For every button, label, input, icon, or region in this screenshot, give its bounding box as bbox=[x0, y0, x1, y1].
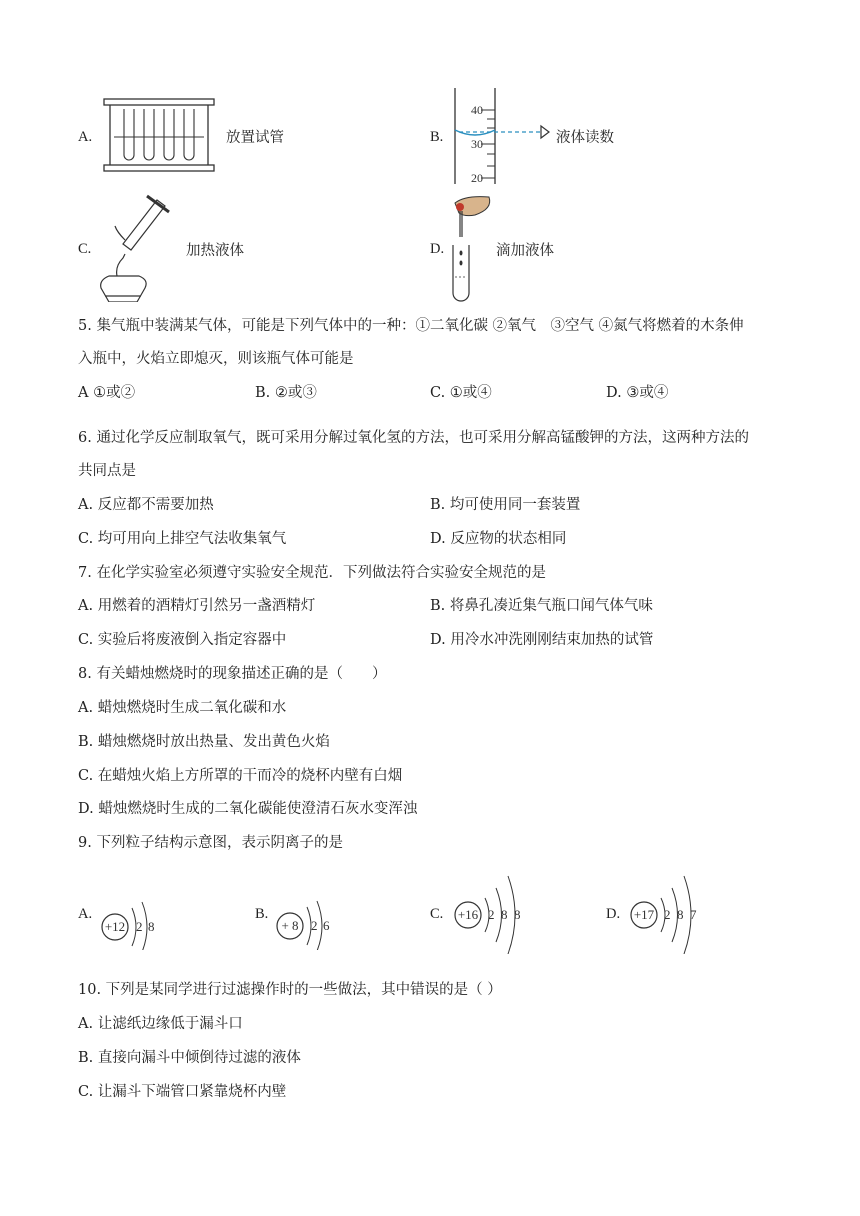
q9-stem: 9. 下列粒子结构示意图，表示阴离子的是 bbox=[78, 835, 343, 851]
shell-count: 2 bbox=[136, 919, 143, 934]
scale-label-30: 30 bbox=[471, 137, 483, 151]
nucleus-label: +16 bbox=[457, 907, 479, 922]
q10-stem: 10. 下列是某同学进行过滤操作时的一些做法，其中错误的是（ ） bbox=[78, 982, 502, 998]
q6-option-a: A. 反应都不需要加热 bbox=[78, 497, 214, 513]
nucleus-label: +17 bbox=[633, 907, 655, 922]
scale-label-40: 40 bbox=[471, 103, 483, 117]
q7-option-d: D. 用冷水冲洗刚刚结束加热的试管 bbox=[430, 632, 654, 648]
q7-option-b: B. 将鼻孔凑近集气瓶口闻气体气味 bbox=[430, 598, 653, 614]
nucleus-label: + 8 bbox=[281, 918, 299, 933]
shell-count: 8 bbox=[501, 907, 508, 922]
q10-option-b: B. 直接向漏斗中倾倒待过滤的液体 bbox=[78, 1050, 301, 1066]
q6-option-b: B. 均可使用同一套装置 bbox=[430, 497, 581, 513]
dropping-liquid-figure bbox=[445, 193, 495, 305]
q9-option-d-letter: D. bbox=[606, 906, 621, 922]
q5-stem-line1: 5. 集气瓶中装满某气体，可能是下列气体中的一种：①二氧化碳 ②氧气 ③空气 ④氮气将燃着的木条伸 bbox=[78, 318, 744, 334]
q10-option-c: C. 让漏斗下端管口紧靠烧杯内壁 bbox=[78, 1084, 287, 1100]
shell-count: 8 bbox=[677, 907, 684, 922]
q8-option-b: B. 蜡烛燃烧时放出热量、发出黄色火焰 bbox=[78, 734, 330, 750]
q4-option-b-caption: 液体读数 bbox=[556, 130, 614, 146]
q6-option-c: C. 均可用向上排空气法收集氧气 bbox=[78, 531, 287, 547]
q9-option-c-letter: C. bbox=[430, 906, 444, 922]
q6-stem-line2: 共同点是 bbox=[78, 463, 136, 479]
q5-option-b: B. ②或③ bbox=[255, 385, 317, 401]
atom-diagram-a bbox=[98, 880, 178, 950]
q10-option-a: A. 让滤纸边缘低于漏斗口 bbox=[78, 1016, 243, 1032]
scale-label-20: 20 bbox=[471, 171, 483, 185]
q5-option-c: C. ①或④ bbox=[430, 385, 492, 401]
q8-stem: 8. 有关蜡烛燃烧时的现象描述正确的是（ ） bbox=[78, 666, 387, 682]
q8-option-a: A. 蜡烛燃烧时生成二氧化碳和水 bbox=[78, 700, 287, 716]
q5-option-a: A ①或② bbox=[78, 385, 136, 401]
q6-option-d: D. 反应物的状态相同 bbox=[430, 531, 567, 547]
q7-option-c: C. 实验后将废液倒入指定容器中 bbox=[78, 632, 287, 648]
q5-option-d: D. ③或④ bbox=[606, 385, 669, 401]
test-tube-rack-figure bbox=[100, 95, 220, 175]
shell-count: 8 bbox=[148, 919, 155, 934]
shell-count: 2 bbox=[488, 907, 495, 922]
q4-option-c-caption: 加热液体 bbox=[186, 243, 244, 259]
q7-stem: 7. 在化学实验室必须遵守实验安全规范．下列做法符合实验安全规范的是 bbox=[78, 565, 546, 581]
heating-liquid-figure bbox=[95, 192, 185, 302]
q7-option-a: A. 用燃着的酒精灯引然另一盏酒精灯 bbox=[78, 598, 316, 614]
shell-count: 8 bbox=[514, 907, 521, 922]
shell-count: 6 bbox=[323, 918, 330, 933]
atom-diagram-d bbox=[626, 864, 716, 954]
q4-option-c-letter: C. bbox=[78, 241, 92, 257]
q4-option-d-caption: 滴加液体 bbox=[496, 243, 554, 259]
q4-option-a-caption: 放置试管 bbox=[226, 130, 284, 146]
q4-option-d-letter: D. bbox=[430, 241, 445, 257]
shell-count: 2 bbox=[664, 907, 671, 922]
q5-stem-line2: 入瓶中，火焰立即熄灭，则该瓶气体可能是 bbox=[78, 351, 354, 367]
atom-diagram-b bbox=[272, 880, 352, 950]
shell-count: 7 bbox=[690, 907, 697, 922]
q4-option-b-letter: B. bbox=[430, 129, 444, 145]
q9-option-b-letter: B. bbox=[255, 906, 269, 922]
atom-diagram-c bbox=[450, 864, 540, 954]
q8-option-c: C. 在蜡烛火焰上方所罩的干而冷的烧杯内壁有白烟 bbox=[78, 768, 403, 784]
nucleus-label: +12 bbox=[104, 919, 126, 934]
q6-stem-line1: 6. 通过化学反应制取氧气，既可采用分解过氧化氢的方法，也可采用分解高锰酸钾的方法，这两种方法的 bbox=[78, 430, 749, 446]
q4-option-a-letter: A. bbox=[78, 129, 93, 145]
q8-option-d: D. 蜡烛燃烧时生成的二氧化碳能使澄清石灰水变浑浊 bbox=[78, 801, 418, 817]
q9-option-a-letter: A. bbox=[78, 906, 93, 922]
shell-count: 2 bbox=[311, 918, 318, 933]
